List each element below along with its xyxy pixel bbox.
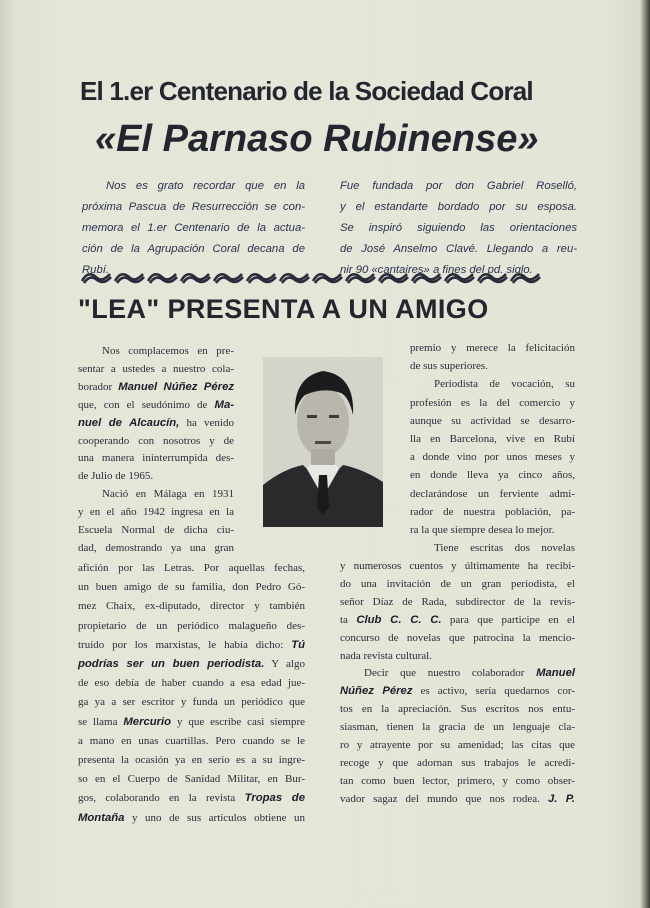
text-segment: mez Chaix, ex-diputado, director y también [78, 600, 305, 613]
text-line [78, 468, 234, 486]
text-line [78, 713, 305, 732]
text-segment: gos, colaborando en la revista [78, 792, 245, 805]
text-segment: dad, demostrando ya una gran [78, 541, 234, 554]
highlighted-name: Montaña [78, 811, 125, 824]
text-segment: nada revista cultural. [340, 649, 432, 662]
text-segment: una manera ininterrumpida des- [78, 452, 234, 465]
text-segment: Y algo [264, 658, 305, 671]
text-segment: ta [340, 613, 357, 626]
text-line [410, 448, 575, 466]
text-segment: siasman, tienen la gracia de un lenguaje cla- [340, 721, 575, 734]
text-segment: lla en Barcelona, vive en Rubí [410, 433, 575, 446]
text-segment: truído por los marxistas, le había dicho: [78, 638, 292, 651]
text-line [78, 433, 234, 451]
text-line [78, 522, 234, 540]
highlighted-name: Club C. C. C. [356, 613, 442, 626]
text-segment: vador sagaz del mundo que nos rodea. [340, 792, 548, 805]
text-segment: Nació en Málaga en 1931 [102, 488, 234, 501]
text-segment: tan como buen lector, primero, y como obser- [340, 774, 575, 787]
text-segment: sentar a ustedes a nuestro cola- [78, 362, 234, 375]
text-line [78, 789, 305, 808]
text-line [78, 636, 305, 655]
text-line [340, 683, 575, 701]
left-column-bottom [78, 559, 305, 828]
text-segment: aunque su actividad se desarro- [410, 414, 575, 427]
text-segment: tos en la apreciación. Sus escritos nos entu- [340, 703, 575, 716]
text-line [78, 379, 234, 397]
text-segment: borador [78, 380, 119, 393]
text-line [340, 576, 575, 594]
text-line [410, 485, 575, 503]
text-line [410, 539, 575, 557]
text-line [340, 791, 575, 809]
text-segment: y numerosos cuentos y últimamente ha recibi- [340, 560, 575, 572]
text-segment: concurso de novelas que patrocina la mencio- [340, 631, 575, 644]
author-portrait-photo [263, 357, 383, 527]
text-segment: cooperando con nosotros y de [78, 434, 234, 447]
highlighted-name: nuel de Alcaucín, [78, 416, 180, 429]
intro-line: Nos es grato recordar que en la [106, 180, 305, 192]
text-line [78, 597, 305, 616]
text-segment: es activo, sería quedarnos cor- [412, 685, 575, 698]
ornamental-divider [80, 268, 575, 288]
text-line [78, 751, 305, 770]
text-segment: profesión es la del comercio y [410, 396, 575, 409]
text-segment: y que escribe casi siempre [171, 715, 305, 728]
text-line [78, 540, 234, 558]
text-segment: recoge y que adornan sus trabajos le acredi- [340, 756, 575, 769]
text-segment: ra la que siempre desea lo mejor. [410, 524, 555, 537]
intro-line: nir 90 «cantaires» a fines del pd. siglo. [340, 264, 533, 276]
text-segment: declarándose un ferviente admi- [410, 487, 575, 500]
text-segment: ga ya a ser escritor y funda un periódico que [78, 696, 305, 709]
text-line [340, 737, 575, 755]
highlighted-name: J. P. [547, 792, 575, 805]
text-segment: de sus superiores. [410, 360, 488, 373]
text-line [78, 655, 305, 674]
text-segment: premio y merece la felicitación [410, 342, 575, 354]
text-line [410, 466, 575, 484]
text-segment: a donde vino por unos meses y [410, 451, 575, 464]
text-line [78, 770, 305, 789]
text-line [78, 486, 234, 504]
text-line [78, 809, 305, 828]
intro-line: Rubí. [82, 264, 110, 276]
text-line [340, 719, 575, 737]
text-segment: para que participe en el [441, 613, 575, 626]
text-segment: un buen amigo de su familia, don Pedro Gó- [78, 581, 305, 594]
text-line [78, 693, 305, 712]
text-segment: de Julio de 1965. [78, 470, 154, 483]
right-column-bottom [340, 558, 575, 809]
intro-line: memora el 1.er Centenario de la actua- [82, 222, 305, 234]
text-line [410, 521, 575, 539]
intro-left-paragraph [82, 176, 305, 281]
text-line [410, 375, 575, 393]
ornament-chain [82, 274, 540, 283]
highlighted-name: Ma- [214, 398, 234, 411]
title-line-2: «El Parnaso Rubinense» [95, 118, 539, 160]
highlighted-name: Manuel [536, 667, 575, 680]
text-segment: Decir que nuestro colaborador [364, 667, 537, 680]
intro-line: Se inspiró siguiendo las orientaciones [340, 222, 577, 234]
text-segment: y uno de sus artículos obtiene un [124, 811, 305, 824]
text-line [78, 415, 234, 433]
text-segment: señor Díaz de Rada, subdirector de la revis- [340, 595, 575, 608]
intro-line: Fue fundada por don Gabriel Roselló, [340, 180, 577, 192]
intro-line: ción de la Agrupación Coral decana de [82, 243, 305, 255]
left-column-top [78, 343, 234, 558]
text-line [78, 674, 305, 693]
text-line [410, 430, 575, 448]
text-line [78, 361, 234, 379]
text-line [78, 343, 234, 361]
text-segment: presenta la ocasión ya en serio es a su ingre- [78, 754, 305, 767]
text-segment: Tiene escritas dos novelas [434, 542, 575, 555]
text-segment: Nos complacemos en pre- [102, 345, 234, 357]
text-line [340, 773, 575, 791]
title-line-1: El 1.er Centenario de la Sociedad Coral [80, 76, 533, 106]
text-line [410, 357, 575, 375]
text-line [78, 559, 305, 578]
intro-line: y el estandarte bordado por su esposa. [340, 201, 577, 213]
intro-line: próxima Pascua de Resurrección se con- [82, 201, 305, 213]
highlighted-name: Manuel Núñez Pérez [118, 380, 234, 393]
text-line [340, 612, 575, 630]
text-segment: rador de nuestra población, pa- [410, 505, 575, 518]
text-segment: de eso debía de haber cuando a esa edad jue- [78, 677, 305, 690]
text-segment: do una invitación de un gran periodista, el [340, 577, 575, 590]
text-line [340, 665, 575, 683]
text-line [410, 412, 575, 430]
text-line [78, 617, 305, 636]
text-line [78, 504, 234, 522]
text-line [78, 732, 305, 751]
text-line [410, 503, 575, 521]
text-segment: so en el Cuerpo de Sanidad Militar, en Bur- [78, 773, 305, 786]
text-line [340, 701, 575, 719]
text-line [78, 450, 234, 468]
text-segment: afición por las Letras. Por aquellas fechas, [78, 562, 305, 574]
text-segment: y en el año 1942 ingresa en la [78, 506, 234, 519]
text-line [340, 594, 575, 612]
text-line [340, 630, 575, 648]
highlighted-name: Tú [291, 638, 305, 651]
intro-right-paragraph [340, 176, 577, 281]
highlighted-name: podrías ser un buen periodista. [78, 658, 265, 671]
article-heading: "LEA" PRESENTA A UN AMIGO [78, 294, 489, 324]
text-line [340, 558, 575, 576]
text-segment: que, con el seudónimo de [78, 398, 215, 411]
text-line [410, 394, 575, 412]
text-line [340, 755, 575, 773]
highlighted-name: Tropas de [244, 792, 305, 805]
text-segment: Periodista de vocación, su [434, 378, 575, 391]
text-segment: en donde lleva ya cinco años, [410, 469, 575, 482]
highlighted-name: Núñez Pérez [340, 685, 413, 698]
text-segment: se llama [78, 715, 124, 728]
text-line [78, 578, 305, 597]
right-column-top [410, 339, 575, 557]
text-line [78, 397, 234, 415]
text-segment: ro y atrayente por su amenidad; las citas que [340, 739, 575, 752]
intro-line: de José Anselmo Clavé. Llegando a reu- [340, 243, 577, 255]
text-line [410, 339, 575, 357]
text-segment: a mano en unas cuartillas. Pero cuando se le [78, 734, 305, 747]
text-segment: propietario de un periódico malagueño des- [78, 619, 305, 632]
highlighted-name: Mercurio [123, 715, 172, 728]
text-segment: ha venido [179, 416, 234, 429]
text-line [340, 648, 575, 666]
text-segment: Escuela Normal de dicha ciu- [78, 524, 234, 537]
